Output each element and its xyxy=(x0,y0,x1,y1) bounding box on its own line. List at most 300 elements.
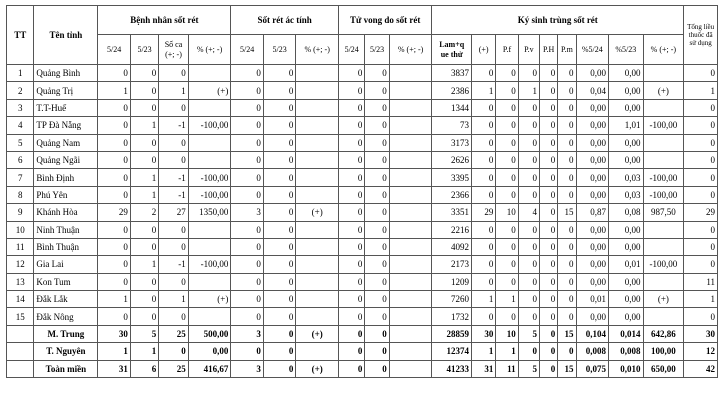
sub-s523: 5/23 xyxy=(263,35,295,65)
cell-deaths-523: 0 xyxy=(365,204,389,221)
cell-severe-pct xyxy=(296,291,339,308)
cell-slides-tested: 2386 xyxy=(432,82,472,99)
cell-severe-524: 3 xyxy=(231,204,263,221)
cell-patients-pct xyxy=(188,273,231,290)
table-row xyxy=(7,82,718,99)
cell-tt: 2 xyxy=(7,82,34,99)
cell-tt: 6 xyxy=(7,151,34,168)
cell-patients-523: 0 xyxy=(130,82,158,99)
cell-severe-523: 0 xyxy=(263,273,295,290)
cell-pf: 1 xyxy=(496,343,518,360)
cell-patients-pct xyxy=(188,308,231,325)
cell-patients-524: 0 xyxy=(98,169,130,186)
cell-deaths-523: 0 xyxy=(365,134,389,151)
table-row xyxy=(7,99,718,116)
cell-severe-524: 0 xyxy=(231,186,263,203)
cell-slides-tested: 7260 xyxy=(432,291,472,308)
cell-rate-pct xyxy=(643,238,684,255)
total-row xyxy=(7,325,718,342)
cell-patients-524: 0 xyxy=(98,134,130,151)
cell-rate-523: 0,00 xyxy=(609,291,644,308)
cell-deaths-524: 0 xyxy=(338,256,364,273)
cell-rate-523: 0,014 xyxy=(609,325,644,342)
cell-pm: 0 xyxy=(558,65,576,82)
cell-total-drugs: 0 xyxy=(684,134,718,151)
cell-total-drugs: 29 xyxy=(684,204,718,221)
cell-province: Phú Yên xyxy=(34,186,98,203)
sub-pdiff: Số ca (+; -) xyxy=(159,35,188,65)
sub-r524: %5/24 xyxy=(576,35,608,65)
cell-rate-524: 0,04 xyxy=(576,82,608,99)
cell-ph: 0 xyxy=(540,65,558,82)
cell-rate-pct: 642,86 xyxy=(643,325,684,342)
cell-rate-523: 0,00 xyxy=(609,82,644,99)
cell-deaths-524: 0 xyxy=(338,343,364,360)
cell-rate-523: 0,03 xyxy=(609,186,644,203)
cell-ph: 0 xyxy=(540,221,558,238)
cell-patients-524: 0 xyxy=(98,117,130,134)
cell-rate-524: 0,00 xyxy=(576,134,608,151)
cell-deaths-pct xyxy=(389,360,432,377)
cell-deaths-523: 0 xyxy=(365,82,389,99)
cell-patients-diff: -1 xyxy=(159,117,188,134)
cell-severe-524: 0 xyxy=(231,273,263,290)
cell-patients-pct xyxy=(188,134,231,151)
cell-total-drugs: 0 xyxy=(684,65,718,82)
cell-patients-diff: 0 xyxy=(159,238,188,255)
cell-patients-523: 1 xyxy=(130,117,158,134)
cell-pv: 0 xyxy=(518,343,539,360)
cell-province: Quảng Nam xyxy=(34,134,98,151)
table-row xyxy=(7,291,718,308)
cell-rate-pct xyxy=(643,134,684,151)
cell-rate-523: 0,00 xyxy=(609,273,644,290)
cell-ph: 0 xyxy=(540,186,558,203)
cell-deaths-523: 0 xyxy=(365,221,389,238)
cell-deaths-524: 0 xyxy=(338,99,364,116)
cell-patients-524: 0 xyxy=(98,308,130,325)
cell-severe-523: 0 xyxy=(263,343,295,360)
table-row xyxy=(7,169,718,186)
cell-pm: 15 xyxy=(558,360,576,377)
cell-patients-diff: 25 xyxy=(159,325,188,342)
cell-ph: 0 xyxy=(540,308,558,325)
cell-deaths-523: 0 xyxy=(365,238,389,255)
cell-ph: 0 xyxy=(540,273,558,290)
cell-deaths-524: 0 xyxy=(338,273,364,290)
table-row xyxy=(7,65,718,82)
cell-severe-523: 0 xyxy=(263,82,295,99)
cell-patients-diff: 25 xyxy=(159,360,188,377)
cell-positive: 0 xyxy=(472,134,496,151)
cell-rate-524: 0,00 xyxy=(576,273,608,290)
cell-pf: 10 xyxy=(496,325,518,342)
cell-pf: 0 xyxy=(496,169,518,186)
cell-patients-523: 0 xyxy=(130,134,158,151)
cell-deaths-524: 0 xyxy=(338,238,364,255)
cell-patients-524: 0 xyxy=(98,221,130,238)
cell-tt: 14 xyxy=(7,291,34,308)
cell-province: Bình Thuận xyxy=(34,238,98,255)
cell-deaths-523: 0 xyxy=(365,151,389,168)
cell-rate-524: 0,00 xyxy=(576,65,608,82)
cell-rate-523: 0,08 xyxy=(609,204,644,221)
cell-pm: 0 xyxy=(558,186,576,203)
cell-patients-pct: (+) xyxy=(188,82,231,99)
cell-rate-524: 0,008 xyxy=(576,343,608,360)
malaria-report-table xyxy=(6,5,718,378)
cell-patients-pct: -100,00 xyxy=(188,186,231,203)
cell-total-drugs: 0 xyxy=(684,186,718,203)
cell-deaths-pct xyxy=(389,273,432,290)
cell-pm: 0 xyxy=(558,82,576,99)
cell-severe-524: 0 xyxy=(231,291,263,308)
cell-patients-diff: 0 xyxy=(159,221,188,238)
cell-deaths-523: 0 xyxy=(365,117,389,134)
cell-province: Toàn miền xyxy=(34,360,98,377)
cell-total-drugs: 30 xyxy=(684,325,718,342)
cell-deaths-523: 0 xyxy=(365,343,389,360)
cell-deaths-pct xyxy=(389,291,432,308)
cell-slides-tested: 73 xyxy=(432,117,472,134)
cell-positive: 1 xyxy=(472,82,496,99)
cell-patients-diff: 0 xyxy=(159,65,188,82)
cell-deaths-pct xyxy=(389,99,432,116)
cell-rate-524: 0,87 xyxy=(576,204,608,221)
cell-deaths-pct xyxy=(389,151,432,168)
cell-patients-pct: (+) xyxy=(188,291,231,308)
cell-rate-523: 0,00 xyxy=(609,151,644,168)
cell-pv: 0 xyxy=(518,169,539,186)
cell-total-drugs: 1 xyxy=(684,82,718,99)
cell-severe-523: 0 xyxy=(263,134,295,151)
cell-ph: 0 xyxy=(540,238,558,255)
cell-positive: 1 xyxy=(472,291,496,308)
cell-pm: 0 xyxy=(558,343,576,360)
cell-severe-523: 0 xyxy=(263,65,295,82)
cell-ph: 0 xyxy=(540,291,558,308)
cell-severe-pct xyxy=(296,117,339,134)
cell-positive: 1 xyxy=(472,343,496,360)
cell-province: Quảng Trị xyxy=(34,82,98,99)
cell-severe-523: 0 xyxy=(263,291,295,308)
cell-tt: 5 xyxy=(7,134,34,151)
cell-patients-pct: -100,00 xyxy=(188,256,231,273)
sub-ppct: % (+; -) xyxy=(188,35,231,65)
cell-rate-523: 0,00 xyxy=(609,221,644,238)
sub-pv: P.v xyxy=(518,35,539,65)
cell-deaths-pct xyxy=(389,204,432,221)
cell-pv: 0 xyxy=(518,273,539,290)
cell-pf: 1 xyxy=(496,291,518,308)
cell-pm: 0 xyxy=(558,134,576,151)
cell-patients-pct: -100,00 xyxy=(188,117,231,134)
cell-total-drugs: 1 xyxy=(684,291,718,308)
cell-severe-524: 0 xyxy=(231,308,263,325)
cell-rate-pct: -100,00 xyxy=(643,117,684,134)
sub-kpct: % (+; -) xyxy=(643,35,684,65)
cell-patients-pct xyxy=(188,99,231,116)
cell-severe-524: 0 xyxy=(231,221,263,238)
cell-slides-tested: 3173 xyxy=(432,134,472,151)
cell-slides-tested: 28859 xyxy=(432,325,472,342)
cell-positive: 0 xyxy=(472,186,496,203)
col-tt: TT xyxy=(7,6,34,65)
cell-patients-523: 1 xyxy=(130,256,158,273)
cell-deaths-523: 0 xyxy=(365,256,389,273)
table-row xyxy=(7,151,718,168)
cell-positive: 0 xyxy=(472,65,496,82)
report-table-container xyxy=(6,5,718,378)
cell-pf: 0 xyxy=(496,65,518,82)
cell-patients-523: 0 xyxy=(130,308,158,325)
cell-rate-pct xyxy=(643,151,684,168)
cell-patients-pct: -100,00 xyxy=(188,169,231,186)
cell-total-drugs: 11 xyxy=(684,273,718,290)
cell-severe-pct xyxy=(296,273,339,290)
cell-positive: 29 xyxy=(472,204,496,221)
cell-ph: 0 xyxy=(540,256,558,273)
cell-deaths-524: 0 xyxy=(338,82,364,99)
cell-pm: 0 xyxy=(558,169,576,186)
cell-slides-tested: 2173 xyxy=(432,256,472,273)
cell-rate-523: 1,01 xyxy=(609,117,644,134)
cell-tt: 8 xyxy=(7,186,34,203)
cell-province: M. Trung xyxy=(34,325,98,342)
cell-pv: 0 xyxy=(518,134,539,151)
cell-total-drugs: 0 xyxy=(684,256,718,273)
cell-ph: 0 xyxy=(540,117,558,134)
cell-deaths-523: 0 xyxy=(365,308,389,325)
cell-severe-523: 0 xyxy=(263,256,295,273)
group-severe: Sốt rét ác tính xyxy=(231,6,339,35)
cell-deaths-pct xyxy=(389,186,432,203)
table-row xyxy=(7,238,718,255)
cell-positive: 0 xyxy=(472,99,496,116)
cell-severe-524: 0 xyxy=(231,256,263,273)
col-total-drugs: Tổng liều thuốc đã sử dụng xyxy=(684,6,718,65)
cell-positive: 30 xyxy=(472,325,496,342)
cell-pv: 0 xyxy=(518,308,539,325)
cell-deaths-524: 0 xyxy=(338,117,364,134)
cell-positive: 0 xyxy=(472,238,496,255)
cell-rate-pct: -100,00 xyxy=(643,186,684,203)
total-row xyxy=(7,360,718,377)
cell-rate-pct xyxy=(643,273,684,290)
cell-rate-pct xyxy=(643,221,684,238)
cell-total-drugs: 0 xyxy=(684,99,718,116)
cell-tt: 9 xyxy=(7,204,34,221)
cell-deaths-523: 0 xyxy=(365,65,389,82)
cell-rate-524: 0,075 xyxy=(576,360,608,377)
cell-province: Đắk Nông xyxy=(34,308,98,325)
cell-total-drugs: 0 xyxy=(684,221,718,238)
cell-severe-524: 0 xyxy=(231,117,263,134)
cell-severe-524: 0 xyxy=(231,99,263,116)
cell-rate-523: 0,01 xyxy=(609,256,644,273)
cell-pv: 5 xyxy=(518,325,539,342)
cell-rate-523: 0,00 xyxy=(609,134,644,151)
cell-pv: 4 xyxy=(518,204,539,221)
sub-pm: P.m xyxy=(558,35,576,65)
cell-ph: 0 xyxy=(540,169,558,186)
cell-patients-523: 1 xyxy=(130,169,158,186)
cell-patients-523: 0 xyxy=(130,273,158,290)
cell-pf: 0 xyxy=(496,273,518,290)
cell-severe-523: 0 xyxy=(263,238,295,255)
cell-ph: 0 xyxy=(540,343,558,360)
cell-rate-524: 0,00 xyxy=(576,151,608,168)
cell-patients-pct xyxy=(188,221,231,238)
cell-severe-pct xyxy=(296,169,339,186)
cell-patients-pct: 0,00 xyxy=(188,343,231,360)
cell-rate-pct: (+) xyxy=(643,82,684,99)
cell-severe-pct xyxy=(296,238,339,255)
sub-lam: Lam+q ue thử xyxy=(432,35,472,65)
sub-r523: %5/23 xyxy=(609,35,644,65)
cell-deaths-524: 0 xyxy=(338,151,364,168)
cell-patients-diff: 1 xyxy=(159,82,188,99)
cell-slides-tested: 2366 xyxy=(432,186,472,203)
cell-patients-523: 1 xyxy=(130,186,158,203)
cell-severe-523: 0 xyxy=(263,99,295,116)
cell-province: Khánh Hòa xyxy=(34,204,98,221)
cell-severe-pct xyxy=(296,343,339,360)
cell-severe-524: 3 xyxy=(231,325,263,342)
cell-pf: 0 xyxy=(496,134,518,151)
cell-deaths-524: 0 xyxy=(338,360,364,377)
cell-patients-523: 2 xyxy=(130,204,158,221)
cell-pm: 15 xyxy=(558,204,576,221)
cell-severe-524: 0 xyxy=(231,134,263,151)
cell-province: Đắk Lắk xyxy=(34,291,98,308)
cell-severe-pct xyxy=(296,256,339,273)
cell-patients-524: 1 xyxy=(98,291,130,308)
cell-pf: 11 xyxy=(496,360,518,377)
cell-deaths-pct xyxy=(389,117,432,134)
cell-severe-523: 0 xyxy=(263,151,295,168)
col-province: Tên tỉnh xyxy=(34,6,98,65)
table-row xyxy=(7,256,718,273)
cell-province: Quảng Bình xyxy=(34,65,98,82)
table-row xyxy=(7,221,718,238)
cell-patients-diff: -1 xyxy=(159,169,188,186)
cell-tt: 4 xyxy=(7,117,34,134)
cell-patients-523: 1 xyxy=(130,343,158,360)
cell-ph: 0 xyxy=(540,360,558,377)
cell-deaths-524: 0 xyxy=(338,291,364,308)
cell-patients-523: 0 xyxy=(130,221,158,238)
cell-tt xyxy=(7,360,34,377)
cell-deaths-pct xyxy=(389,221,432,238)
cell-deaths-524: 0 xyxy=(338,169,364,186)
cell-severe-pct xyxy=(296,134,339,151)
cell-pf: 0 xyxy=(496,308,518,325)
cell-rate-523: 0,03 xyxy=(609,169,644,186)
cell-ph: 0 xyxy=(540,99,558,116)
cell-patients-diff: 27 xyxy=(159,204,188,221)
cell-pv: 5 xyxy=(518,360,539,377)
cell-positive: 31 xyxy=(472,360,496,377)
cell-patients-diff: 0 xyxy=(159,343,188,360)
cell-rate-524: 0,00 xyxy=(576,99,608,116)
sub-p524: 5/24 xyxy=(98,35,130,65)
cell-patients-diff: -1 xyxy=(159,186,188,203)
cell-rate-523: 0,00 xyxy=(609,65,644,82)
cell-patients-523: 0 xyxy=(130,65,158,82)
cell-positive: 0 xyxy=(472,117,496,134)
cell-province: T. Nguyên xyxy=(34,343,98,360)
cell-severe-523: 0 xyxy=(263,117,295,134)
cell-patients-524: 0 xyxy=(98,238,130,255)
cell-patients-524: 0 xyxy=(98,151,130,168)
cell-ph: 0 xyxy=(540,82,558,99)
cell-severe-pct xyxy=(296,99,339,116)
cell-rate-524: 0,00 xyxy=(576,186,608,203)
cell-deaths-523: 0 xyxy=(365,99,389,116)
cell-rate-pct: (+) xyxy=(643,291,684,308)
cell-pm: 0 xyxy=(558,308,576,325)
cell-pf: 0 xyxy=(496,117,518,134)
cell-severe-524: 0 xyxy=(231,151,263,168)
cell-deaths-pct xyxy=(389,169,432,186)
cell-patients-524: 0 xyxy=(98,99,130,116)
cell-rate-pct: 987,50 xyxy=(643,204,684,221)
cell-patients-523: 0 xyxy=(130,151,158,168)
table-row xyxy=(7,308,718,325)
cell-rate-524: 0,00 xyxy=(576,117,608,134)
cell-deaths-523: 0 xyxy=(365,291,389,308)
cell-province: Kon Tum xyxy=(34,273,98,290)
cell-severe-pct xyxy=(296,186,339,203)
cell-pv: 1 xyxy=(518,82,539,99)
cell-severe-pct: (+) xyxy=(296,360,339,377)
cell-deaths-524: 0 xyxy=(338,204,364,221)
cell-total-drugs: 42 xyxy=(684,360,718,377)
cell-deaths-pct xyxy=(389,134,432,151)
cell-rate-523: 0,010 xyxy=(609,360,644,377)
cell-total-drugs: 0 xyxy=(684,169,718,186)
cell-severe-523: 0 xyxy=(263,204,295,221)
cell-tt: 12 xyxy=(7,256,34,273)
cell-patients-diff: 0 xyxy=(159,308,188,325)
cell-rate-pct xyxy=(643,65,684,82)
cell-tt: 13 xyxy=(7,273,34,290)
cell-rate-524: 0,104 xyxy=(576,325,608,342)
cell-severe-523: 0 xyxy=(263,221,295,238)
cell-patients-diff: 0 xyxy=(159,151,188,168)
cell-patients-524: 0 xyxy=(98,186,130,203)
cell-positive: 0 xyxy=(472,151,496,168)
cell-pf: 10 xyxy=(496,204,518,221)
sub-p523: 5/23 xyxy=(130,35,158,65)
cell-pv: 0 xyxy=(518,99,539,116)
sub-d524: 5/24 xyxy=(338,35,364,65)
cell-rate-pct xyxy=(643,99,684,116)
cell-slides-tested: 3837 xyxy=(432,65,472,82)
cell-positive: 0 xyxy=(472,256,496,273)
cell-deaths-524: 0 xyxy=(338,325,364,342)
cell-deaths-pct xyxy=(389,325,432,342)
cell-rate-523: 0,00 xyxy=(609,308,644,325)
cell-slides-tested: 3351 xyxy=(432,204,472,221)
cell-pm: 0 xyxy=(558,256,576,273)
cell-province: Gia Lai xyxy=(34,256,98,273)
cell-patients-524: 30 xyxy=(98,325,130,342)
cell-patients-524: 0 xyxy=(98,256,130,273)
cell-ph: 0 xyxy=(540,134,558,151)
cell-pm: 0 xyxy=(558,151,576,168)
